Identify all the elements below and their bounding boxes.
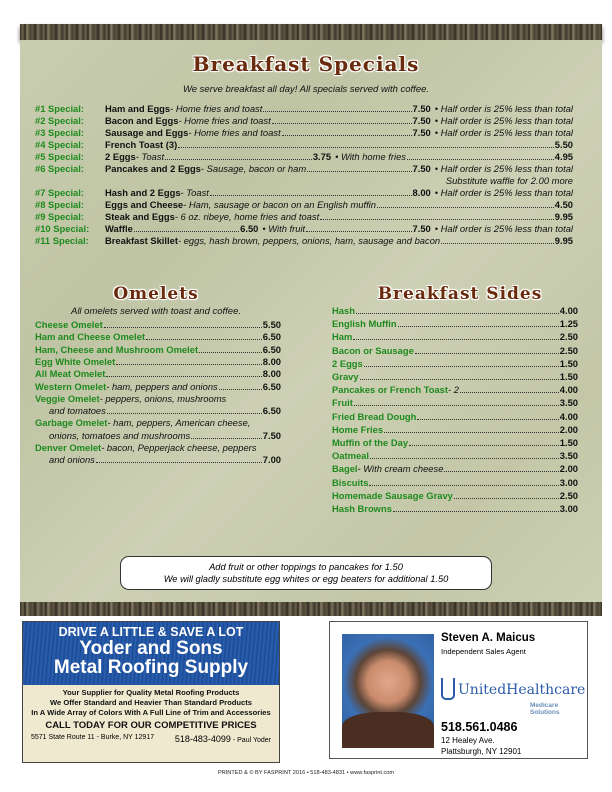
agent-city: Plattsburgh, NY 12901 — [441, 747, 522, 756]
side-row — [332, 490, 578, 502]
page-title: Breakfast Specials — [192, 52, 420, 76]
wood-border-bottom — [20, 602, 602, 616]
roofing-ad-banner — [23, 622, 279, 685]
leader-dots — [96, 462, 262, 463]
omelet-name: Cheese Omelet — [35, 319, 103, 330]
side-row — [332, 463, 578, 475]
notice-box — [120, 556, 492, 590]
side-price: 4.00 — [559, 384, 578, 396]
omelet-name: Western Omelet — [35, 380, 107, 392]
agent-name: Steven A. Maicus — [441, 632, 536, 644]
special-label: #1 Special: — [35, 103, 84, 114]
special-desc: - Home fries and toast — [188, 127, 281, 138]
leader-dots — [415, 353, 559, 354]
omelet-price: 6.50 — [262, 343, 281, 355]
side-name: Bagel — [332, 463, 358, 475]
side-row — [332, 477, 578, 489]
leader-dots — [370, 458, 559, 459]
special-name: 2 Eggs — [105, 151, 136, 162]
leader-dots — [165, 159, 312, 160]
side-name: Muffin of the Day — [332, 437, 409, 448]
side-name: Hash Browns — [332, 503, 392, 514]
omelet-name: Egg White Omelet — [35, 355, 116, 367]
side-name: Hash — [332, 305, 355, 316]
special-note: • Half order is 25% less than total — [434, 163, 573, 174]
side-price: 3.50 — [559, 397, 578, 409]
omelet-desc: - ham, peppers and onions — [106, 380, 218, 392]
roofing-call: CALL TODAY FOR OUR COMPETITIVE PRICES — [45, 720, 257, 731]
side-price: 2.50 — [559, 489, 578, 501]
side-name: Gravy — [332, 371, 359, 382]
omelet-price: 7.50 — [262, 429, 281, 441]
omelet-price: 8.00 — [262, 355, 281, 367]
special-price: 7.50 — [412, 127, 431, 138]
side-price: 2.50 — [559, 331, 578, 343]
leader-dots — [104, 327, 262, 328]
leader-dots — [107, 413, 262, 414]
side-name: Biscuits — [332, 476, 369, 488]
leader-dots — [444, 471, 558, 472]
special-price: 7.50 — [412, 115, 431, 126]
side-name: Fried Bread Dough — [332, 410, 417, 422]
leader-dots — [454, 498, 559, 499]
special-name: Hash and 2 Eggs — [105, 187, 181, 198]
side-row — [332, 318, 578, 330]
special-price-2: 4.95 — [554, 151, 573, 162]
notice-line-1: Add fruit or other toppings to pancakes for 1.50 — [209, 562, 403, 572]
omelet-desc-cont: onions, tomatoes and mushrooms — [49, 429, 191, 441]
special-label: #10 Special: — [35, 223, 90, 234]
roofing-phone: 518-483-4099 — [174, 734, 231, 744]
special-price: 9.95 — [554, 211, 573, 222]
special-extra: Substitute waffle for 2.00 more — [445, 175, 573, 186]
special-price: 3.75 — [312, 151, 332, 162]
side-price: 2.00 — [559, 423, 578, 435]
special-desc: - 6 oz. ribeye, home fries and toast — [174, 211, 320, 222]
special-name: Sausage and Eggs — [105, 127, 189, 138]
special-note: • With fruit — [262, 223, 306, 234]
special-label: #5 Special: — [35, 151, 84, 162]
side-price: 3.00 — [559, 503, 578, 514]
roofing-line-1: Your Supplier for Quality Metal Roofing Products — [62, 688, 240, 697]
roofing-ad-body — [23, 685, 279, 731]
omelets-title: Omelets — [113, 284, 199, 304]
agent-role: Independent Sales Agent — [441, 647, 526, 656]
omelet-desc: - bacon, Pepperjack cheese, peppers — [101, 442, 257, 453]
side-price: 4.00 — [559, 305, 578, 316]
side-price: 2.00 — [559, 463, 578, 475]
special-desc: - Home fries and toast — [178, 115, 271, 126]
special-price: 9.95 — [554, 235, 573, 246]
omelet-name: Veggie Omelet — [35, 392, 100, 404]
leader-dots — [360, 379, 559, 380]
agent-street: 12 Healey Ave. — [441, 736, 495, 745]
side-name: Oatmeal — [332, 450, 369, 462]
leader-dots — [134, 231, 239, 232]
omelet-row — [35, 356, 281, 368]
leader-dots — [377, 207, 554, 208]
side-row — [332, 411, 578, 423]
omelet-price: 6.50 — [262, 380, 281, 392]
leader-dots — [441, 243, 554, 244]
roofing-footer — [23, 731, 279, 744]
side-name: Homemade Sausage Gravy — [332, 489, 453, 501]
omelet-price: 5.50 — [262, 319, 281, 330]
special-note: • Half order is 25% less than total — [434, 115, 573, 126]
special-label: #9 Special: — [35, 211, 84, 222]
special-note: • Half order is 25% less than total — [434, 187, 573, 198]
leader-dots — [356, 313, 559, 314]
special-row — [35, 115, 573, 127]
special-note: • Half order is 25% less than total — [434, 127, 573, 138]
roofing-line-2: We Offer Standard and Heavier Than Standard Products — [50, 698, 252, 707]
leader-dots — [191, 438, 262, 439]
special-row — [35, 127, 573, 139]
special-row — [35, 223, 573, 235]
leader-dots — [263, 111, 411, 112]
side-price: 1.50 — [559, 437, 578, 448]
omelet-desc: - peppers, onions, mushrooms — [99, 392, 227, 404]
special-label: #6 Special: — [35, 163, 84, 174]
special-note: • Half order is 25% less than total — [434, 103, 573, 114]
special-row — [35, 187, 573, 199]
leader-dots — [272, 123, 412, 124]
side-row — [332, 437, 578, 449]
leader-dots — [398, 326, 559, 327]
leader-dots — [364, 366, 559, 367]
special-note: • With home fries — [335, 151, 406, 162]
roofing-ad — [22, 621, 280, 763]
omelet-price: 8.00 — [262, 368, 281, 380]
leader-dots — [282, 135, 412, 136]
special-desc: - eggs, hash brown, peppers, onions, ham, sausage and bacon — [177, 235, 441, 246]
special-desc: - Sausage, bacon or ham — [200, 163, 307, 174]
side-name: Bacon or Sausage — [332, 344, 414, 356]
leader-dots — [353, 339, 558, 340]
side-price: 1.50 — [559, 371, 578, 382]
omelet-row — [35, 331, 281, 343]
side-name: Pancakes or French Toast — [332, 384, 449, 396]
roofing-line-3: In A Wide Array of Colors With A Full Line of Trim and Accessories — [31, 708, 271, 717]
omelet-row-cont — [35, 430, 281, 442]
omelet-name: Ham, Cheese and Mushroom Omelet — [35, 343, 199, 355]
special-row — [35, 163, 573, 175]
special-label: #8 Special: — [35, 199, 84, 210]
special-desc: - Toast — [180, 187, 209, 198]
side-price: 3.00 — [559, 476, 578, 488]
special-row — [35, 151, 573, 163]
side-price: 3.50 — [559, 450, 578, 462]
special-row — [35, 103, 573, 115]
special-label: #4 Special: — [35, 139, 84, 150]
leader-dots — [354, 405, 559, 406]
roofing-tagline: DRIVE A LITTLE & SAVE A LOT — [58, 625, 244, 639]
side-row — [332, 384, 578, 396]
omelet-row — [35, 417, 281, 429]
side-price: 4.00 — [559, 410, 578, 422]
special-desc: - Toast — [135, 151, 165, 162]
brand-subtitle: Medicare Solutions — [530, 702, 560, 716]
roofing-name-line-1: Yoder and Sons — [79, 638, 223, 659]
special-label: #2 Special: — [35, 115, 84, 126]
omelet-name: Denver Omelet — [35, 442, 102, 453]
omelet-price: 6.50 — [262, 331, 281, 343]
side-row — [332, 358, 578, 370]
side-row — [332, 397, 578, 409]
leader-dots — [393, 511, 559, 512]
agent-address — [441, 735, 521, 757]
side-row — [332, 331, 578, 343]
leader-dots — [306, 231, 411, 232]
leader-dots — [320, 219, 554, 220]
leader-dots — [146, 339, 262, 340]
special-price: 7.50 — [412, 163, 431, 174]
omelet-name: Ham and Cheese Omelet — [35, 331, 145, 343]
leader-dots — [409, 445, 559, 446]
omelet-row — [35, 319, 281, 331]
leader-dots — [384, 432, 559, 433]
special-name: Steak and Eggs — [105, 211, 175, 222]
side-name: Fruit — [332, 397, 353, 409]
special-row — [35, 139, 573, 151]
side-name: English Muffin — [332, 318, 397, 330]
sides-title: Breakfast Sides — [377, 284, 543, 304]
omelet-desc-cont: and tomatoes — [49, 405, 106, 417]
special-desc: - Ham, sausage or bacon on an English muffin — [183, 199, 376, 210]
omelet-row — [35, 368, 281, 380]
special-price: 7.50 — [412, 103, 431, 114]
special-label: #3 Special: — [35, 127, 84, 138]
omelet-row-cont — [35, 454, 281, 466]
omelet-name: All Meat Omelet — [35, 368, 106, 380]
notice-line-2: We will gladly substitute egg whites or egg beaters for additional 1.50 — [163, 573, 449, 584]
side-name: Ham — [332, 331, 353, 343]
page-subtitle: We serve breakfast all day! All specials served with coffee. — [182, 84, 430, 95]
omelet-row — [35, 442, 281, 454]
omelet-row — [35, 381, 281, 393]
side-name: Home Fries — [332, 423, 384, 435]
omelet-desc: - ham, peppers, American cheese, — [107, 417, 251, 429]
uhc-shield-icon — [441, 678, 455, 700]
omelet-price: 6.50 — [262, 405, 281, 417]
leader-dots — [219, 389, 262, 390]
roofing-name-line-2: Metal Roofing Supply — [53, 657, 249, 678]
side-row — [332, 345, 578, 357]
side-name: 2 Eggs — [332, 357, 363, 369]
special-price: 4.50 — [554, 199, 573, 210]
special-row — [35, 199, 573, 211]
leader-dots — [307, 171, 411, 172]
omelet-price: 7.00 — [262, 454, 281, 466]
special-name: Breakfast Skillet — [105, 235, 178, 246]
leader-dots — [178, 147, 554, 148]
side-row — [332, 503, 578, 515]
special-price: 5.50 — [554, 139, 573, 150]
omelets-subtitle: All omelets served with toast and coffee. — [70, 306, 242, 317]
special-row — [35, 211, 573, 223]
agent-phone: 518.561.0486 — [441, 720, 518, 734]
special-name: Ham and Eggs — [105, 103, 171, 114]
insurance-ad — [329, 621, 588, 759]
side-row — [332, 371, 578, 383]
leader-dots — [210, 195, 412, 196]
printer-credit: PRINTED & © BY FASPRINT 2016 • 518-483-4831 • www.fasprint.com — [217, 770, 395, 776]
special-name: French Toast (3) — [105, 139, 178, 150]
special-label: #7 Special: — [35, 187, 84, 198]
side-row — [332, 305, 578, 317]
unitedhealthcare-logo: UnitedHealthcare — [441, 678, 585, 700]
special-row — [35, 235, 573, 247]
omelet-row-cont — [35, 405, 281, 417]
side-price: 1.25 — [559, 318, 578, 330]
leader-dots — [369, 485, 558, 486]
leader-dots — [116, 364, 262, 365]
special-name: Waffle — [105, 223, 133, 234]
side-price: 1.50 — [559, 357, 578, 369]
special-desc: - Home fries and toast — [170, 103, 263, 114]
leader-dots — [417, 419, 558, 420]
special-name: Bacon and Eggs — [105, 115, 179, 126]
omelet-name: Garbage Omelet — [35, 417, 108, 429]
leader-dots — [106, 376, 261, 377]
leader-dots — [407, 159, 554, 160]
special-price: 6.50 — [240, 223, 259, 234]
omelet-desc-cont: and onions — [49, 454, 95, 466]
special-name: Pancakes and 2 Eggs — [105, 163, 201, 174]
side-desc: - 2 — [448, 384, 459, 396]
side-row — [332, 424, 578, 436]
special-name: Eggs and Cheese — [105, 199, 184, 210]
roofing-contact: - Paul Yoder — [230, 737, 271, 744]
omelet-row — [35, 393, 281, 405]
side-desc: - With cream cheese — [357, 463, 444, 475]
side-row — [332, 450, 578, 462]
leader-dots — [460, 392, 559, 393]
wood-border-top — [20, 24, 602, 40]
roofing-address: 5571 State Route 11 - Burke, NY 12917 — [31, 734, 155, 741]
special-price-2: 7.50 — [412, 223, 431, 234]
special-note-2: • Half order is 25% less than total — [434, 223, 574, 234]
omelet-row — [35, 344, 281, 356]
agent-photo — [342, 634, 434, 748]
special-price: 8.00 — [412, 187, 431, 198]
side-price: 2.50 — [559, 344, 578, 356]
special-label: #11 Special: — [35, 235, 89, 246]
leader-dots — [199, 352, 262, 353]
